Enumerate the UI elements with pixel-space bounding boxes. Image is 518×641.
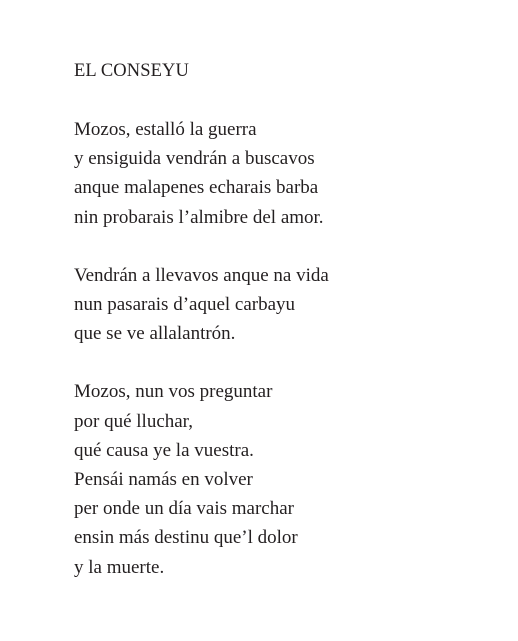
verse-line: y la muerte. [74,556,165,578]
verse-line: por qué lluchar, [74,410,194,432]
verse-line: y ensiguida vendrán a buscavos [74,148,315,170]
poem-title: EL CONSEYU [74,61,189,81]
verse-line: per onde un día vais marchar [74,498,294,520]
verse-line: qué causa ye la vuestra. [74,439,254,461]
verse-line: anque malapenes echarais barba [74,177,319,199]
verse-line: nin probarais l’almibre del amor. [74,206,324,228]
verse-line: ensin más destinu que’l dolor [74,527,298,549]
verse-line: que se ve allalantrón. [74,323,236,345]
verse-line: Mozos, nun vos preguntar [74,381,273,403]
stanza-1 [74,115,494,232]
verse-line: Pensái namás en volver [74,469,253,491]
verse-line: nun pasarais d’aquel carbayu [74,294,296,316]
poem-page [74,57,494,582]
stanza-3 [74,377,494,581]
verse-line: Mozos, estalló la guerra [74,119,257,140]
verse-line: Vendrán a llevavos anque na vida [74,264,329,286]
stanza-2 [74,261,494,349]
